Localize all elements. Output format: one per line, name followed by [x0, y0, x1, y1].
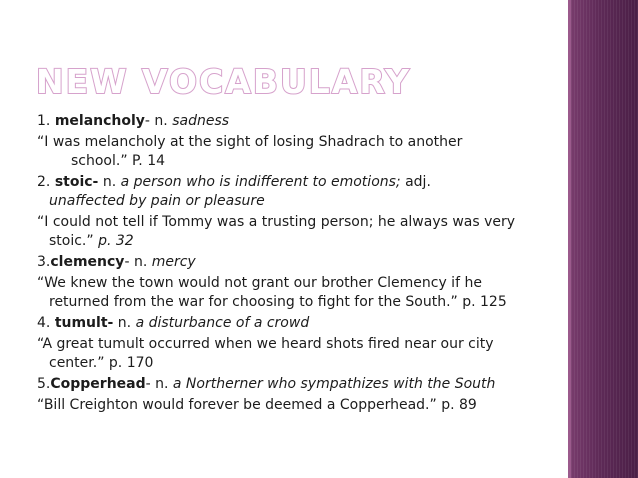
slide-title: NEW VOCABULARY: [36, 62, 411, 101]
term-number: 2.: [37, 174, 55, 190]
quote-line: [37, 232, 557, 251]
quote-line: “I could not tell if Tommy was a trusting person; he always was very: [37, 214, 516, 230]
part-of-speech: - n.: [144, 113, 173, 129]
term-word: Copperhead: [50, 376, 146, 392]
quote-line: “Bill Creighton would forever be deemed a Copperhead.” p. 89: [37, 397, 477, 413]
quote-line: “A great tumult occurred when we heard shots fired near our city: [37, 336, 494, 352]
quote-line: “I was melancholy at the sight of losing Shadrach to another: [37, 134, 463, 150]
quote-line: returned from the war for choosing to fight for the South.” p. 125: [49, 294, 507, 310]
term-word: melancholy: [54, 113, 145, 129]
term-number: 3.: [37, 254, 51, 270]
term-number: 1.: [37, 113, 55, 129]
quote-line: center.” p. 170: [49, 355, 154, 371]
quote-line: school.” P. 14: [71, 153, 166, 169]
vocab-term-4: [37, 314, 557, 333]
term-word: clemency: [50, 254, 125, 270]
term-definition: a disturbance of a crowd: [135, 315, 310, 331]
term-number: 4.: [37, 315, 55, 331]
vocab-term-2: [37, 173, 557, 211]
term-definition: sadness: [172, 113, 230, 129]
part-of-speech: - n.: [124, 254, 152, 270]
part-of-speech: adj.: [400, 174, 431, 190]
term-definition: a person who is indifferent to emotions;: [120, 174, 401, 190]
term-definition: unaffected by pain or pleasure: [49, 193, 265, 209]
term-number: 5.: [37, 376, 51, 392]
decorative-side-panel: [568, 0, 638, 478]
vocab-term-3: [37, 253, 557, 272]
vocab-quote-5: [37, 396, 557, 415]
vocab-quote-4: [37, 335, 557, 373]
term-definition: a Northerner who sympathizes with the South: [172, 376, 496, 392]
term-definition: mercy: [151, 254, 196, 270]
term-word: tumult-: [54, 315, 114, 331]
quote-line: “We knew the town would not grant our brother Clemency if he: [37, 275, 482, 291]
quote-text: stoic.”: [49, 233, 99, 249]
page-reference: p. 32: [98, 233, 134, 249]
part-of-speech: - n.: [145, 376, 173, 392]
vocab-term-5: [37, 375, 557, 394]
vocabulary-list: [37, 112, 557, 417]
part-of-speech: n.: [98, 174, 121, 190]
part-of-speech: n.: [113, 315, 136, 331]
vocab-quote-2: [37, 213, 557, 251]
vocab-term-1: [37, 112, 557, 131]
vocab-quote-1: [37, 133, 557, 171]
vocab-quote-3: [37, 274, 557, 312]
term-word: stoic-: [54, 174, 99, 190]
